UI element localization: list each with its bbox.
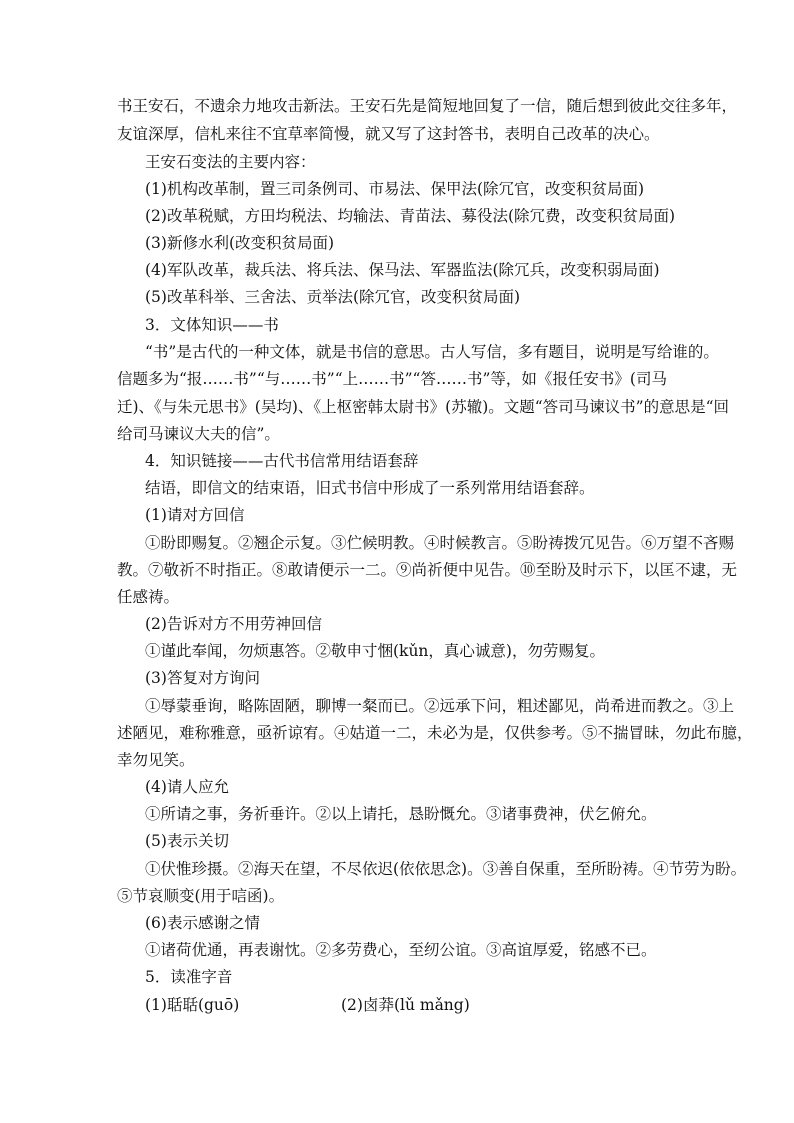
- paragraph-line: ①诸荷优通，再表谢忱。②多劳费心，至纫公谊。③高谊厚爱，铭感不已。: [145, 941, 657, 959]
- sub-heading: (2)告诉对方不用劳神回信: [145, 615, 322, 633]
- section-heading: 3．文体知识——书: [145, 316, 279, 334]
- paragraph-line: 王安石变法的主要内容：: [145, 153, 316, 171]
- paragraph-line: ①伏惟珍摄。②海天在望，不尽依迟(依依思念)。③善自保重，至所盼祷。④节劳为盼。: [145, 860, 747, 878]
- paragraph-line: 幸勿见笑。: [117, 751, 195, 769]
- paragraph-line: ①谨此奉闻，勿烦惠答。②敬申寸悃(kǔn，真心诚意)，勿劳赐复。: [145, 642, 605, 660]
- paragraph-line: “书”是古代的一种文体，就是书信的意思。古人写信，多有题目，说明是写给谁的。: [145, 343, 719, 361]
- paragraph-line: 友谊深厚，信札来往不宜草率简慢，就又写了这封答书，表明自己改革的决心。: [117, 125, 660, 143]
- paragraph-line: ⑤节哀顺变(用于唁函)。: [117, 887, 285, 905]
- sub-heading: (5)表示关切: [145, 832, 229, 850]
- list-item: (2)改革税赋，方田均税法、均输法、青苗法、募役法(除冗费，改变积贫局面): [145, 207, 676, 225]
- pronunciation-item: (1)聒聒(guō): [145, 996, 240, 1014]
- paragraph-line: 教。⑦敬祈不时指正。⑧敢请便示一二。⑨尚祈便中见告。⑩至盼及时示下，以匡不逮，无: [117, 561, 738, 579]
- paragraph-line: ①所请之事，务祈垂许。②以上请托，恳盼慨允。③诸事费神，伏乞俯允。: [145, 805, 657, 823]
- paragraph-line: ①盼即赐复。②翘企示复。③伫候明教。④时候教言。⑤盼祷拨冗见告。⑥万望不吝赐: [145, 534, 735, 552]
- paragraph-line: ①辱蒙垂询，略陈固陋，聊博一粲而已。②远承下问，粗述鄙见，尚希进而教之。③上: [145, 697, 735, 715]
- list-item: (5)改革科举、三舍法、贡举法(除冗官，改变积贫局面): [145, 288, 521, 306]
- paragraph-line: 述陋见，难称雅意，亟祈谅宥。④姑道一二，未必为是，仅供参考。⑤不揣冒昧，勿此布臆，: [117, 724, 753, 742]
- sub-heading: (4)请人应允: [145, 778, 229, 796]
- list-item: (1)机构改革制，置三司条例司、市易法、保甲法(除冗官，改变积贫局面): [145, 180, 645, 198]
- sub-heading: (6)表示感谢之情: [145, 914, 260, 932]
- paragraph-line: 任感祷。: [117, 588, 180, 606]
- paragraph-line: 给司马谏议大夫的信”。: [117, 425, 280, 443]
- list-item: (4)军队改革，裁兵法、将兵法、保马法、军器监法(除冗兵，改变积弱局面): [145, 261, 660, 279]
- paragraph-line: 迁)、《与朱元思书》(吴均)、《上枢密韩太尉书》(苏辙)。文题“答司马谏议书”的意思是“回: [117, 398, 730, 416]
- sub-heading: (1)请对方回信: [145, 506, 245, 524]
- section-heading: 4．知识链接——古代书信常用结语套辞: [145, 452, 419, 470]
- section-heading: 5．读准字音: [145, 968, 233, 986]
- list-item: (3)新修水利(改变积贫局面): [145, 234, 335, 252]
- paragraph-line: 书王安石，不遗余力地攻击新法。王安石先是简短地回复了一信，随后想到彼此交往多年，: [117, 97, 738, 115]
- paragraph-line: 结语，即信文的结束语，旧式书信中形成了一系列常用结语套辞。: [145, 479, 595, 497]
- paragraph-line: 信题多为“报……书”“与……书”“上……书”“答……书”等，如《报任安书》(司马: [117, 370, 667, 388]
- pronunciation-item: (2)卤莽(lǔ mǎng): [341, 996, 470, 1014]
- sub-heading: (3)答复对方询问: [145, 669, 260, 687]
